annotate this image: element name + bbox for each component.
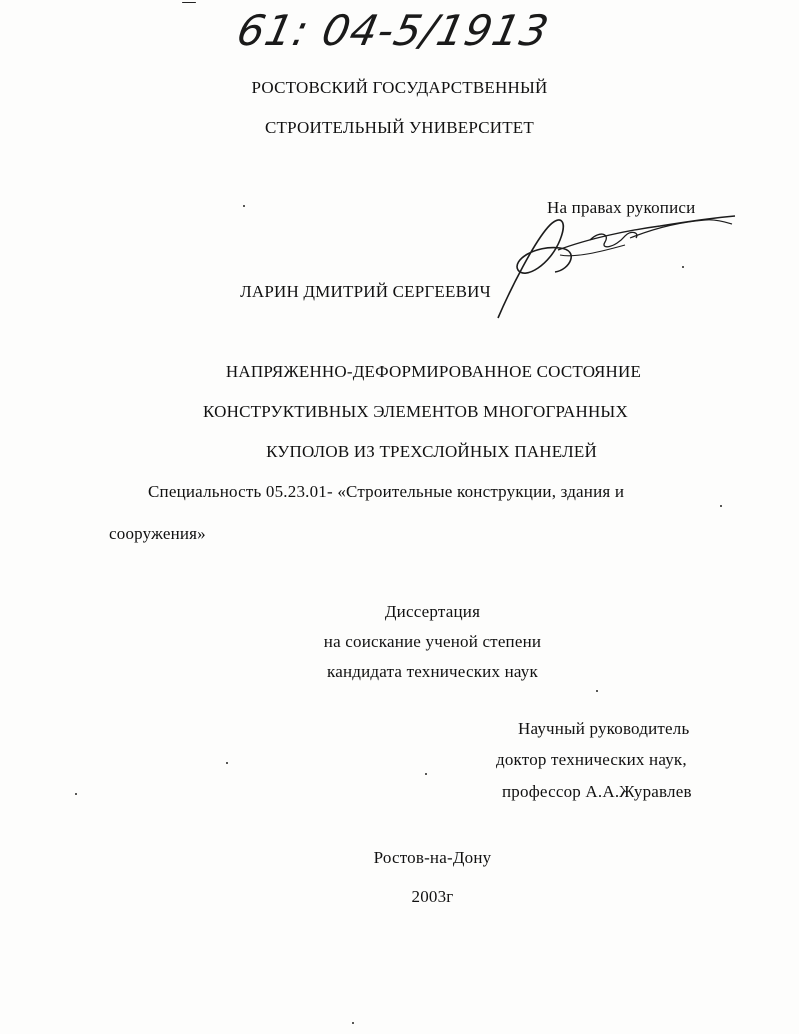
year: 2003г — [411, 887, 454, 906]
scan-speck — [182, 2, 196, 3]
degree-line1: на соискание ученой степени — [323, 632, 542, 651]
scan-speck — [243, 205, 245, 207]
specialty-line2: сооружения» — [109, 524, 206, 543]
scan-speck — [226, 762, 228, 764]
author-name: ЛАРИН ДМИТРИЙ СЕРГЕЕВИЧ — [240, 282, 491, 301]
work-type: Диссертация — [384, 602, 481, 621]
advisor-name: профессор А.А.Журавлев — [502, 782, 692, 801]
advisor-degree: доктор технических наук, — [496, 750, 687, 769]
author-signature — [440, 200, 740, 320]
degree-line2: кандидата технических наук — [327, 662, 538, 681]
title-line1: НАПРЯЖЕННО-ДЕФОРМИРОВАННОЕ СОСТОЯНИЕ — [225, 362, 642, 381]
rights-note: На правах рукописи — [547, 198, 696, 217]
university-name-line1: РОСТОВСКИЙ ГОСУДАРСТВЕННЫЙ — [251, 78, 548, 97]
scan-speck — [75, 793, 77, 795]
scan-speck — [596, 690, 598, 692]
scan-speck — [425, 773, 427, 775]
specialty-line1: Специальность 05.23.01- «Строительные конструкции, здания и — [148, 482, 625, 501]
advisor-role: Научный руководитель — [518, 719, 690, 738]
city: Ростов-на-Дону — [373, 848, 492, 867]
scan-speck — [352, 1022, 354, 1024]
scan-speck — [720, 505, 722, 507]
title-line2: КОНСТРУКТИВНЫХ ЭЛЕМЕНТОВ МНОГОГРАННЫХ — [203, 402, 628, 421]
title-line3: КУПОЛОВ ИЗ ТРЕХСЛОЙНЫХ ПАНЕЛЕЙ — [266, 442, 597, 461]
handwritten-archive-code: 61: 04-5/1913 — [232, 6, 554, 55]
scan-speck — [682, 266, 684, 268]
university-name-line2: СТРОИТЕЛЬНЫЙ УНИВЕРСИТЕТ — [265, 118, 534, 137]
